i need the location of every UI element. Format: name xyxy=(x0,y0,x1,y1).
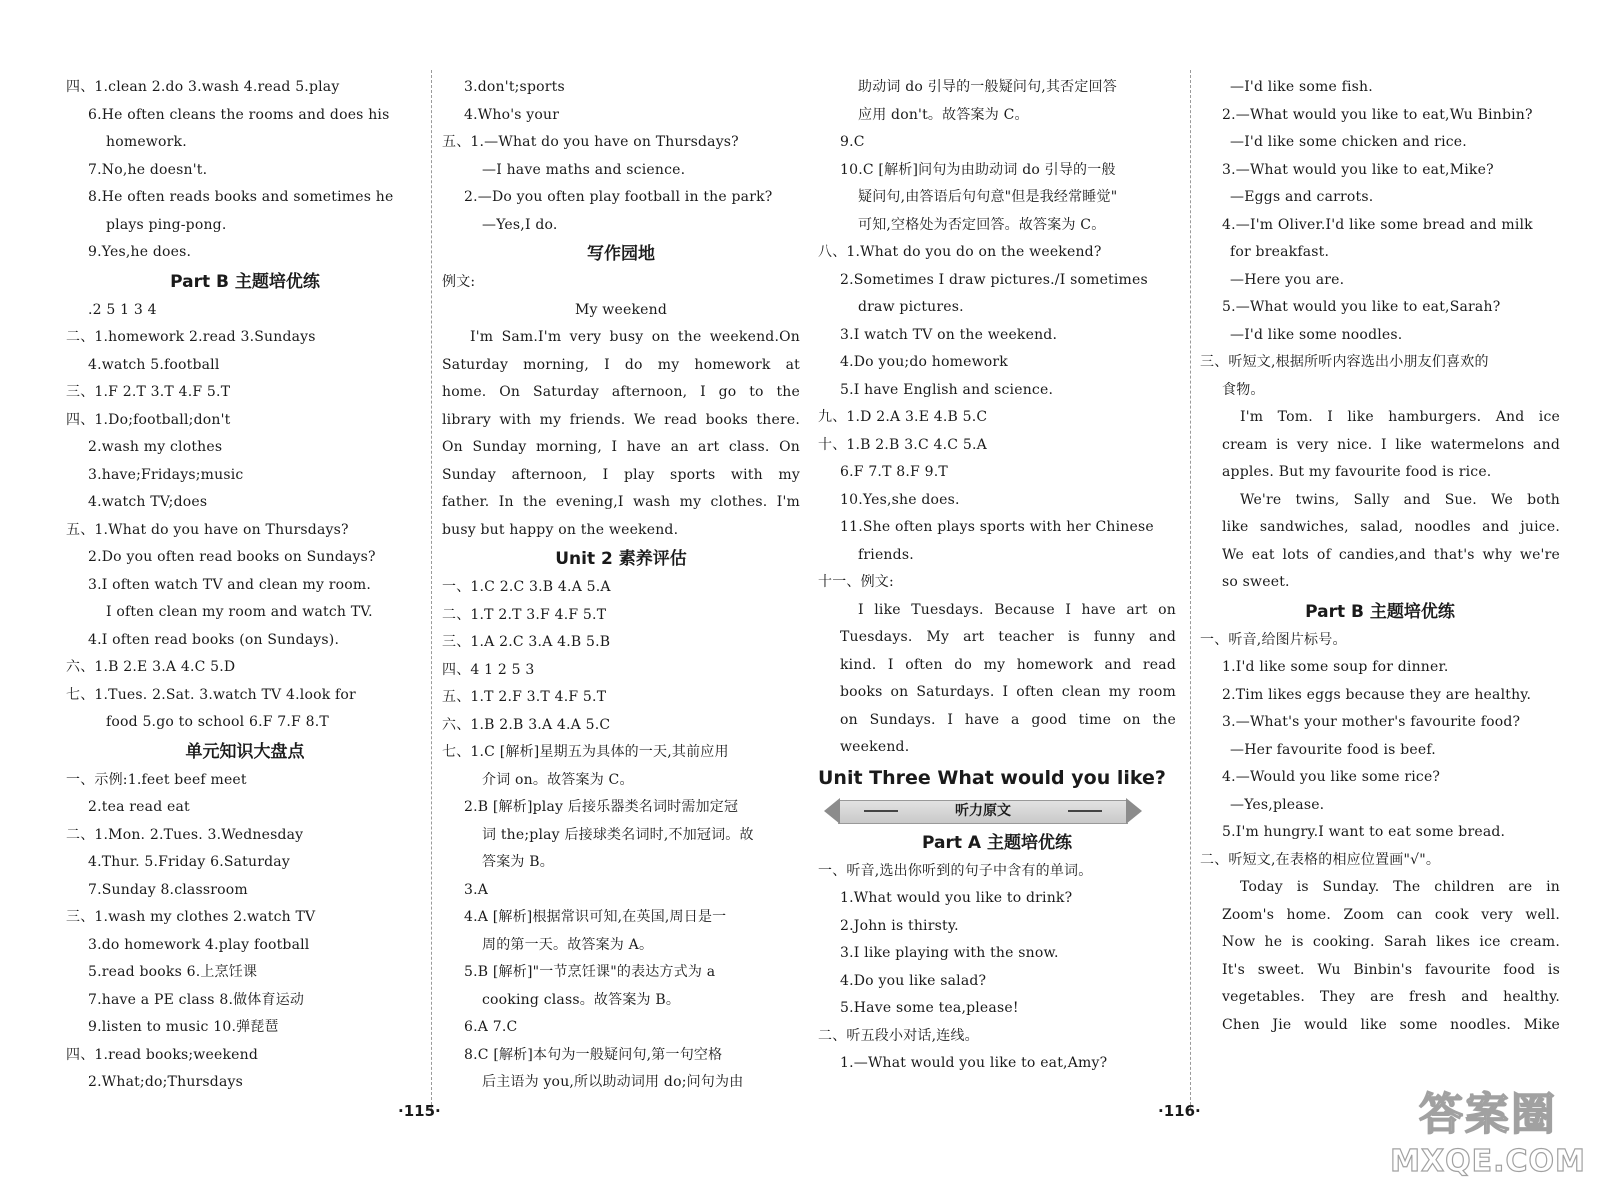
text-line: homework. xyxy=(106,134,187,150)
text-line: 6.He often cleans the rooms and does his xyxy=(88,106,390,123)
text-line: 6.A 7.C xyxy=(464,1019,518,1035)
text-line: 2.Do you often read books on Sundays? xyxy=(88,549,376,565)
text-line: 1.I'd like some soup for dinner. xyxy=(1222,659,1449,675)
text-line: 可知,空格处为否定回答。故答案为 C。 xyxy=(858,216,1106,233)
text-line: 2.wash my clothes xyxy=(88,439,223,455)
watermark-title: 答案圈 xyxy=(1419,1089,1557,1140)
watermark-url: MXQE.COM xyxy=(1390,1144,1586,1179)
page-number-right: ·116· xyxy=(1158,1102,1201,1120)
text-line: 周的第一天。故答案为 A。 xyxy=(482,936,654,953)
text-line: Zoom's home. Zoom can cook very well. xyxy=(1222,906,1560,923)
text-line: Saturday morning, I do my homework at xyxy=(442,356,800,373)
text-line: 4.Thur. 5.Friday 6.Saturday xyxy=(88,854,290,870)
text-line: 5.I'm hungry.I want to eat some bread. xyxy=(1222,824,1506,840)
text-line: I'm Sam.I'm very busy on the weekend.On xyxy=(470,329,800,345)
text-line: We're twins, Sally and Sue. We both xyxy=(1240,491,1560,508)
text-line: 5.I have English and science. xyxy=(840,381,1054,398)
text-line: 疑问句,由答语后句句意"但是我经常睡觉" xyxy=(858,189,1118,205)
text-line: 三、1.F 2.T 3.T 4.F 5.T xyxy=(66,384,231,400)
text-line: 五、1.What do you have on Thursdays? xyxy=(66,521,349,538)
text-line: 一、1.C 2.C 3.B 4.A 5.A xyxy=(442,579,611,595)
text-line: 一、听音,给图片标号。 xyxy=(1200,631,1347,648)
text-line: 9.Yes,he does. xyxy=(88,244,192,260)
watermark-logo xyxy=(1388,1088,1588,1192)
text-line: 2.John is thirsty. xyxy=(840,917,959,934)
text-line: 4.A [解析]根据常识可知,在英国,周日是一 xyxy=(464,909,727,925)
text-line: —I'd like some chicken and rice. xyxy=(1230,134,1467,150)
text-line: I often clean my room and watch TV. xyxy=(106,604,373,620)
text-line: draw pictures. xyxy=(858,299,964,315)
column-3 xyxy=(818,74,1176,1078)
text-line: 十、1.B 2.B 3.C 4.C 5.A xyxy=(818,436,987,453)
text-line: 4.Do you;do homework xyxy=(840,354,1008,370)
text-line: —Yes,please. xyxy=(1230,796,1325,813)
text-line: Chen Jie would like some noodles. Mike xyxy=(1222,1016,1560,1033)
text-line: 答案为 B。 xyxy=(482,854,554,870)
column-1 xyxy=(66,74,424,1097)
section-heading: Part A 主题培优练 xyxy=(922,832,1072,853)
text-line: home. On Saturday afternoon, I go to the xyxy=(442,384,800,400)
text-line: We eat lots of candies,and that's why we're xyxy=(1222,546,1560,563)
text-line: 六、1.B 2.E 3.A 4.C 5.D xyxy=(66,659,236,675)
text-line: 5.—What would you like to eat,Sarah? xyxy=(1222,299,1501,315)
text-line: 5.Have some tea,please! xyxy=(840,1000,1019,1016)
text-line: 应用 don't。故答案为 C。 xyxy=(858,106,1029,123)
section-heading: Part B 主题培优练 xyxy=(170,271,320,292)
text-line: Now he is cooking. Sarah likes ice cream. xyxy=(1222,934,1560,950)
text-line: It's sweet. Wu Binbin's favourite food is xyxy=(1222,961,1560,978)
text-line: 5.read books 6.上烹饪课 xyxy=(88,964,258,980)
text-line: 后主语为 you,所以助动词用 do;问句为由 xyxy=(482,1074,744,1090)
text-line: —Her favourite food is beef. xyxy=(1230,741,1436,758)
text-line: 2.tea read eat xyxy=(88,799,190,815)
text-line: On Sunday morning, I have an art class. On xyxy=(442,439,800,455)
text-line: 例文: xyxy=(442,274,476,290)
text-line: 6.F 7.T 8.F 9.T xyxy=(840,464,948,480)
text-line: friends. xyxy=(858,546,914,563)
text-line: books on Saturdays. I often clean my room xyxy=(840,684,1176,700)
text-line: 10.Yes,she does. xyxy=(840,491,960,508)
essay-title: My weekend xyxy=(575,301,667,318)
column-4 xyxy=(1200,74,1560,1039)
text-line: 4.Who's your xyxy=(464,106,560,123)
text-line: vegetables. They are fresh and healthy. xyxy=(1222,989,1560,1005)
text-line: like sandwiches, salad, noodles and juice. xyxy=(1222,519,1560,535)
text-line: 1.What would you like to drink? xyxy=(840,890,1073,906)
text-line: 4.—I'm Oliver.I'd like some bread and milk xyxy=(1222,216,1533,233)
text-line: 7.Sunday 8.classroom xyxy=(88,881,248,898)
page-number-left: ·115· xyxy=(398,1102,441,1120)
section-heading: 写作园地 xyxy=(587,244,655,264)
text-line: I'm Tom. I like hamburgers. And ice xyxy=(1240,409,1560,425)
text-line: 五、1.—What do you have on Thursdays? xyxy=(442,134,739,150)
text-line: apples. But my favourite food is rice. xyxy=(1222,464,1492,480)
text-line: so sweet. xyxy=(1222,574,1290,590)
text-line: 八、1.What do you do on the weekend? xyxy=(818,244,1102,260)
column-2 xyxy=(442,74,800,1097)
column-divider-1 xyxy=(431,70,432,1110)
text-line: kind. I often do my homework and read xyxy=(840,656,1176,673)
text-line: 二、1.Mon. 2.Tues. 3.Wednesday xyxy=(66,826,304,843)
text-line: 七、1.C [解析]星期五为具体的一天,其前应用 xyxy=(442,744,729,760)
text-line: .2 5 1 3 4 xyxy=(88,301,157,318)
text-line: 8.C [解析]本句为一般疑问句,第一句空格 xyxy=(464,1046,723,1063)
text-line: 二、1.T 2.T 3.F 4.F 5.T xyxy=(442,606,607,623)
text-line: 九、1.D 2.A 3.E 4.B 5.C xyxy=(818,409,988,425)
text-line: 助动词 do 引导的一般疑问句,其否定回答 xyxy=(858,79,1117,95)
text-line: 六、1.B 2.B 3.A 4.A 5.C xyxy=(442,716,611,733)
text-line: 四、1.Do;football;don't xyxy=(66,411,231,428)
text-line: 2.Tim likes eggs because they are healthy. xyxy=(1222,686,1532,703)
text-line: 4.watch 5.football xyxy=(88,356,220,373)
text-line: 9.C xyxy=(840,134,865,150)
text-line: 2.B [解析]play 后接乐器类名词时需加定冠 xyxy=(464,799,739,815)
text-line: for breakfast. xyxy=(1230,244,1330,260)
text-line: 四、1.read books;weekend xyxy=(66,1046,258,1063)
text-line: 2.—What would you like to eat,Wu Binbin? xyxy=(1222,106,1533,123)
text-line: 3.—What's your mother's favourite food? xyxy=(1222,714,1521,730)
text-line: 一、示例:1.feet beef meet xyxy=(66,771,247,788)
text-line: 介词 on。故答案为 C。 xyxy=(482,771,634,788)
text-line: plays ping-pong. xyxy=(106,216,227,233)
text-line: father. In the evening,I wash my clothes. I'm xyxy=(442,494,800,510)
text-line: I like Tuesdays. Because I have art on xyxy=(858,601,1176,618)
text-line: 3.have;Fridays;music xyxy=(88,466,244,483)
text-line: 2.—Do you often play football in the park? xyxy=(464,189,773,205)
text-line: 七、1.Tues. 2.Sat. 3.watch TV 4.look for xyxy=(66,686,356,703)
text-line: 二、听五段小对话,连线。 xyxy=(818,1027,979,1044)
column-divider-3 xyxy=(1190,70,1191,1110)
text-line: 2.Sometimes I draw pictures./I sometimes xyxy=(840,271,1148,288)
text-line: 11.She often plays sports with her Chinese xyxy=(840,519,1154,535)
section-heading: Unit 2 素养评估 xyxy=(555,549,687,569)
text-line: 十一、例文: xyxy=(818,574,894,590)
listening-banner xyxy=(824,798,1142,824)
text-line: 5.B [解析]"一节烹饪课"的表达方式为 a xyxy=(464,964,716,980)
text-line: weekend. xyxy=(840,739,910,755)
text-line: 10.C [解析]问句为由助动词 do 引导的一般 xyxy=(840,161,1116,178)
text-line: —I'd like some noodles. xyxy=(1230,326,1403,343)
text-line: —Eggs and carrots. xyxy=(1230,189,1374,205)
text-line: 二、听短文,在表格的相应位置画"√"。 xyxy=(1200,851,1441,868)
text-line: busy but happy on the weekend. xyxy=(442,521,679,538)
text-line: —I'd like some fish. xyxy=(1230,79,1373,95)
text-line: Today is Sunday. The children are in xyxy=(1240,879,1560,895)
text-line: 三、听短文,根据所听内容选出小朋友们喜欢的 xyxy=(1200,354,1489,370)
text-line: 五、1.T 2.F 3.T 4.F 5.T xyxy=(442,689,607,705)
text-line: 词 the;play 后接球类名词时,不加冠词。故 xyxy=(482,826,754,843)
text-line: Sunday afternoon, I play sports with my xyxy=(442,466,800,483)
text-line: 7.No,he doesn't. xyxy=(88,161,208,178)
text-line: 二、1.homework 2.read 3.Sundays xyxy=(66,329,316,345)
text-line: 4.watch TV;does xyxy=(88,494,208,510)
text-line: 三、1.A 2.C 3.A 4.B 5.B xyxy=(442,634,611,650)
text-line: 9.listen to music 10.弹琵琶 xyxy=(88,1019,279,1035)
text-line: library with my friends. We read books there. xyxy=(442,411,800,428)
text-line: 一、听音,选出你听到的句子中含有的单词。 xyxy=(818,862,1093,879)
text-line: 3.A xyxy=(464,881,489,898)
text-line: 8.He often reads books and sometimes he xyxy=(88,189,394,205)
text-line: 4.I often read books (on Sundays). xyxy=(88,631,340,648)
text-line: 3.do homework 4.play football xyxy=(88,936,310,953)
text-line: 3.I watch TV on the weekend. xyxy=(840,326,1058,343)
text-line: 4.Do you like salad? xyxy=(840,972,987,989)
text-line: 4.—Would you like some rice? xyxy=(1222,769,1441,785)
text-line: on Sundays. I have a good time on the xyxy=(840,711,1176,728)
text-line: cooking class。故答案为 B。 xyxy=(482,991,681,1008)
text-line: 2.What;do;Thursdays xyxy=(88,1074,244,1090)
text-line: 食物。 xyxy=(1222,381,1265,398)
text-line: —I have maths and science. xyxy=(482,161,686,178)
text-line: 3.I often watch TV and clean my room. xyxy=(88,576,371,593)
text-line: cream is very nice. I like watermelons and xyxy=(1222,436,1560,453)
text-line: 3.don't;sports xyxy=(464,79,565,95)
text-line: 四、1.clean 2.do 3.wash 4.read 5.play xyxy=(66,79,340,95)
section-heading: 单元知识大盘点 xyxy=(185,741,305,762)
banner-title: 听力原文 xyxy=(955,802,1011,819)
text-line: 四、4 1 2 5 3 xyxy=(442,661,535,678)
text-line: 3.—What would you like to eat,Mike? xyxy=(1222,161,1494,178)
text-line: 3.I like playing with the snow. xyxy=(840,945,1059,961)
text-line: —Yes,I do. xyxy=(482,216,558,233)
unit-heading: Unit Three What would you like? xyxy=(818,766,1166,789)
text-line: food 5.go to school 6.F 7.F 8.T xyxy=(106,714,329,730)
text-line: —Here you are. xyxy=(1230,271,1345,288)
section-heading: Part B 主题培优练 xyxy=(1305,601,1455,622)
text-line: 三、1.wash my clothes 2.watch TV xyxy=(66,909,316,925)
text-line: 7.have a PE class 8.做体育运动 xyxy=(88,991,305,1008)
text-line: Tuesdays. My art teacher is funny and xyxy=(840,629,1176,645)
text-line: 1.—What would you like to eat,Amy? xyxy=(840,1055,1108,1071)
